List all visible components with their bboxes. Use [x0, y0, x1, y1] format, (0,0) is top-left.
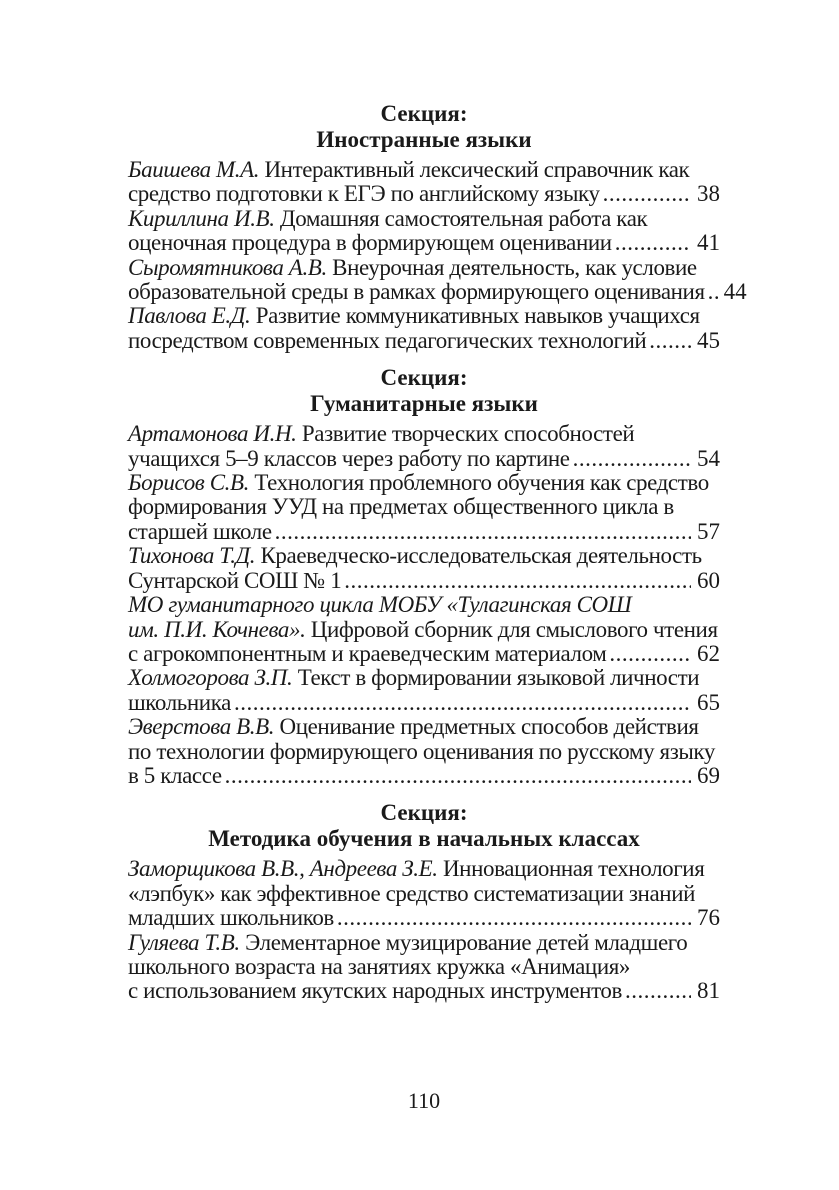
dot-leader: [622, 979, 691, 1003]
entry-authors: Холмогорова З.П.: [128, 665, 293, 691]
entry-authors: Кириллина И.В.: [128, 205, 275, 231]
entry-authors: Эверстова В.В.: [128, 714, 275, 740]
toc-line: [128, 979, 720, 1003]
page-number: 110: [407, 1088, 441, 1113]
entry-title-text: учащихся 5–9 классов через работу по картине: [128, 445, 570, 471]
entry-authors: Павлова Е.Д.: [128, 303, 251, 329]
entry-title-text: посредством современных педагогических технологий: [128, 327, 647, 353]
toc-line: [128, 931, 720, 955]
dot-leader: [222, 764, 691, 788]
toc-section: [128, 101, 747, 353]
entry-title-text: с агрокомпонентным и краеведческим материалом: [128, 640, 607, 666]
entry-page-number: 81: [697, 978, 720, 1004]
entry-title-text: в 5 классе: [128, 762, 222, 788]
toc-line: [128, 231, 720, 255]
entry-title-text: по технологии формирующего оценивания по русскому языку: [128, 738, 715, 764]
entry-page-number: 38: [697, 181, 720, 207]
section-entries: [128, 157, 747, 353]
dot-leader: [334, 906, 691, 930]
section-title: Гуманитарные языки: [310, 391, 538, 417]
dot-leader: [231, 691, 691, 715]
entry-title-text: Текст в формировании языковой личности: [292, 665, 700, 691]
toc-section: [128, 800, 720, 1003]
section-entries: [128, 857, 720, 1003]
table-of-contents: [128, 101, 747, 1004]
entry-page-number: 41: [697, 230, 720, 256]
entry-page-number: 65: [697, 689, 720, 715]
dot-leader: [606, 642, 691, 666]
dot-leader: [705, 280, 718, 304]
dot-leader: [570, 447, 691, 471]
entry-page-number: 69: [697, 762, 720, 788]
dot-leader: [341, 569, 691, 593]
toc-line: [128, 618, 720, 642]
entry-title-text: оценочная процедура в формирующем оценивании: [128, 230, 612, 256]
entry-authors: Баишева М.А.: [128, 157, 260, 182]
entry-title-text: с использованием якутских народных инструментов: [128, 978, 622, 1004]
entry-authors: Артамонова И.Н.: [128, 421, 297, 447]
dot-leader: [646, 329, 691, 353]
section-label: Секция:: [380, 101, 468, 126]
entry-title-text: Инновационная технология: [437, 856, 705, 882]
entry-page-number: 62: [697, 640, 720, 666]
entry-title-text: Домашняя самостоятельная работа как: [274, 205, 648, 231]
entry-authors: Тихонова Т.Д.: [128, 543, 256, 569]
toc-entry: [128, 304, 720, 353]
entry-authors: Борисов С.В.: [128, 470, 250, 496]
toc-line: [128, 691, 720, 715]
entry-title-text: образовательной среды в рамках формирующего оценивания: [128, 279, 705, 305]
toc-entry: [128, 666, 720, 715]
entry-title-text: формирования УУД на предметах общественного цикла в: [128, 494, 674, 520]
toc-entry: [128, 544, 720, 593]
dot-leader: [600, 182, 691, 206]
page-footer: [128, 1088, 720, 1114]
toc-entry: [128, 158, 720, 207]
toc-line: [128, 304, 720, 328]
toc-line: [128, 569, 720, 593]
section-label: Секция:: [380, 365, 468, 391]
toc-line: [128, 642, 720, 666]
toc-entry: [128, 857, 720, 930]
entry-title-text: «лэпбук» как эффективное средство систематизации знаний: [128, 880, 696, 906]
entry-title-text: Развитие творческих способностей: [296, 421, 635, 447]
section-title: Методика обучения в начальных классах: [208, 826, 640, 852]
entry-authors: им. П.И. Кочнева».: [128, 616, 306, 642]
entry-authors: Заморщикова В.В., Андреева З.Е.: [128, 856, 438, 882]
toc-section: [128, 365, 720, 788]
toc-entry: [128, 471, 720, 544]
toc-line: [128, 593, 720, 617]
toc-line: [128, 857, 720, 881]
toc-entry: [128, 422, 720, 471]
toc-line: [128, 544, 720, 568]
toc-line: [128, 882, 720, 906]
toc-line: [128, 256, 720, 280]
toc-entry: [128, 931, 720, 1004]
entry-title-text: Технология проблемного обучения как средство: [249, 470, 709, 496]
toc-line: [128, 520, 720, 544]
toc-line: [128, 495, 720, 519]
toc-line: [128, 182, 720, 206]
entry-page-number: 44: [723, 279, 747, 305]
entry-authors: Сыромятникова А.В.: [128, 254, 327, 280]
section-entries: [128, 422, 720, 788]
toc-line: [128, 447, 720, 471]
section-title: Иностранные языки: [316, 127, 532, 152]
toc-line: [128, 207, 720, 231]
toc-line: [128, 158, 720, 182]
toc-line: [128, 715, 720, 739]
entry-title-text: Краеведческо-исследовательская деятельность: [255, 543, 702, 569]
toc-line: [128, 764, 720, 788]
entry-title-text: Развитие коммуникативных навыков учащихся: [250, 303, 700, 329]
toc-entry: [128, 593, 720, 666]
section-label: Секция:: [380, 800, 468, 826]
entry-title-text: Сунтарской СОШ № 1: [128, 567, 342, 593]
toc-entry: [128, 715, 720, 788]
entry-title-text: средство подготовки к ЕГЭ по английскому языку: [128, 181, 600, 207]
toc-line: [128, 329, 720, 353]
entry-title-text: Интерактивный лексический справочник как: [259, 157, 690, 182]
entry-title-text: Цифровой сборник для смыслового чтения: [305, 616, 718, 642]
entry-authors: МО гуманитарного цикла МОБУ «Тулагинская СОШ: [128, 592, 632, 618]
entry-title-text: Оценивание предметных способов действия: [274, 714, 699, 740]
entry-title-text: школьника: [128, 689, 231, 715]
toc-line: [128, 955, 720, 979]
toc-line: [128, 471, 720, 495]
toc-entry: [128, 254, 747, 305]
entry-title-text: Элементарное музицирование детей младшего: [239, 929, 688, 955]
entry-page-number: 76: [697, 905, 720, 931]
toc-entry: [128, 207, 720, 256]
entry-title-text: старшей школе: [128, 518, 272, 544]
entry-title-text: Внеурочная деятельность, как условие: [326, 254, 697, 280]
dot-leader: [612, 231, 691, 255]
entry-page-number: 60: [697, 567, 720, 593]
entry-page-number: 54: [697, 445, 720, 471]
toc-line: [128, 666, 720, 690]
toc-line: [128, 906, 720, 930]
dot-leader: [272, 520, 691, 544]
toc-line: [128, 422, 720, 446]
toc-line: [128, 740, 720, 764]
entry-authors: Гуляева Т.В.: [128, 929, 240, 955]
entry-page-number: 57: [697, 518, 720, 544]
entry-page-number: 45: [697, 327, 720, 353]
toc-line: [128, 279, 747, 305]
entry-title-text: младших школьников: [128, 905, 334, 931]
entry-title-text: школьного возраста на занятиях кружка «Анимация»: [128, 953, 631, 979]
